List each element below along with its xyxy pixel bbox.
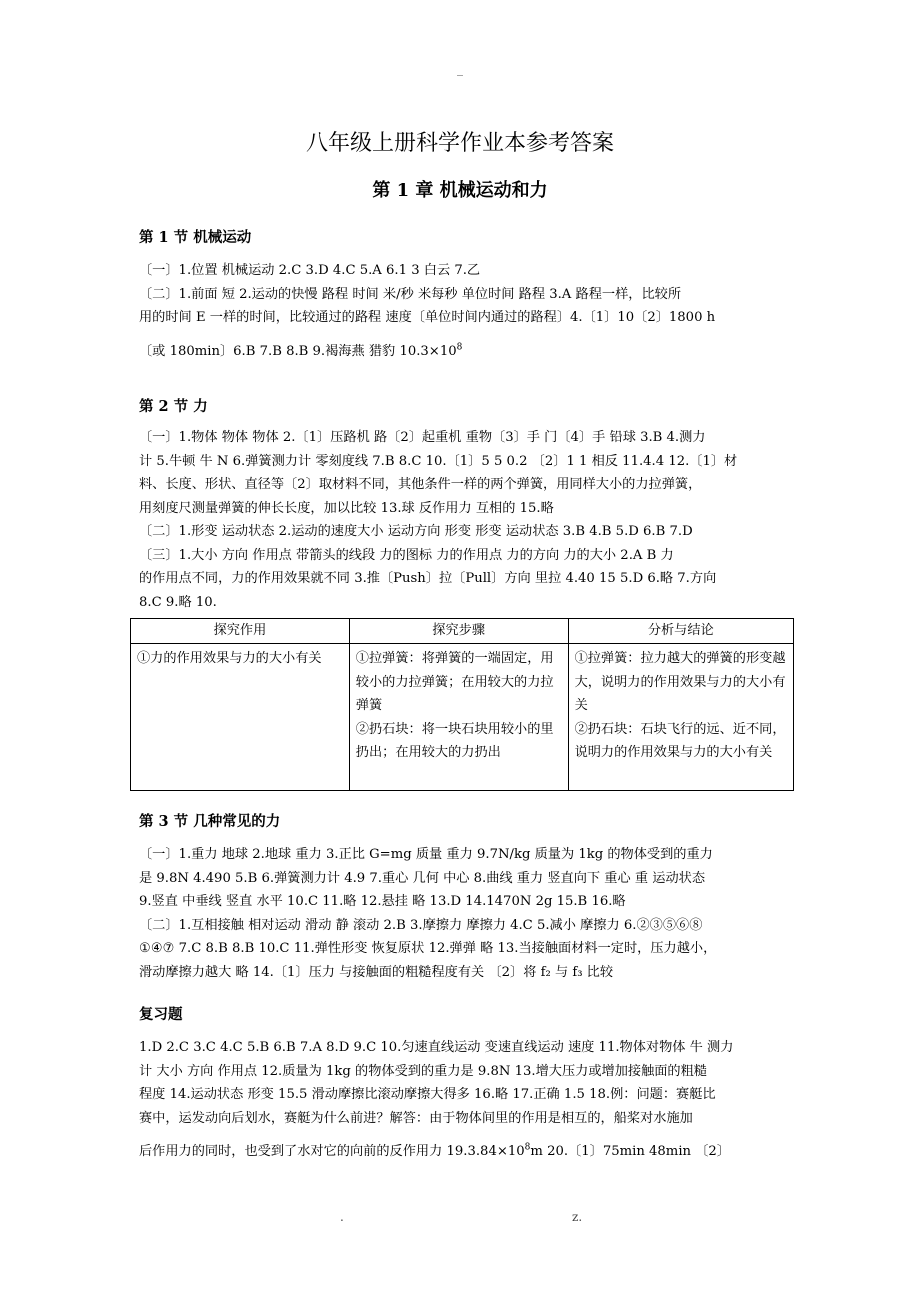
text-line: 滑动摩擦力越大 略 14.〔1〕压力 与接触面的粗糙程度有关 〔2〕将 f₂ 与 f₃ 比较: [139, 964, 614, 980]
header-mark: _: [457, 62, 463, 76]
chapter-title: 第 1 章 机械运动和力: [372, 180, 548, 201]
section-3-heading: 第 3 节 几种常见的力: [139, 813, 281, 830]
section-3-body: [139, 843, 791, 984]
text-line: 〔三〕1.大小 方向 作用点 带箭头的线段 力的图标 力的作用点 力的方向 力的大小 2.A B 力: [139, 547, 674, 563]
section-1-heading: 第 1 节 机械运动: [139, 229, 252, 246]
text-line: 〔或 180min〕6.B 7.B 8.B 9.褐海燕 猎豹 $10.3\times 10^8$: [139, 342, 463, 359]
table-header: 探究作用: [131, 619, 350, 644]
table-row: [131, 644, 794, 791]
text-line: 8.C 9.略 10.: [139, 594, 217, 610]
footer-left-mark: .: [340, 1210, 344, 1224]
review-body: [139, 1036, 791, 1164]
cell-paragraph: ②扔石块：将一块石块用较小的里扔出；在用较大的力扔出: [355, 721, 554, 760]
experiment-table: [130, 618, 794, 791]
review-heading: 复习题: [139, 1006, 183, 1023]
table-header: 探究步骤: [349, 619, 568, 644]
section-2-body: [139, 426, 791, 614]
text-line: 〔二〕1.互相接触 相对运动 滑动 静 滚动 2.B 3.摩擦力 摩擦力 4.C 5.减小 摩擦力 6.②③⑤⑥⑧: [139, 917, 703, 933]
section-1-body: [139, 259, 791, 363]
text-line: 〔一〕1.位置 机械运动 2.C 3.D 4.C 5.A 6.1 3 白云 7.乙: [139, 263, 481, 278]
text-line: 9.竖直 中垂线 竖直 水平 10.C 11.略 12.悬挂 略 13.D 14.1470N 2g 15.B 16.略: [139, 894, 626, 909]
text-line: 料、长度、形状、直径等〔2〕取材料不同，其他条件一样的两个弹簧，用同样大小的力拉弹簧，: [139, 477, 702, 492]
text-line: ①④⑦ 7.C 8.B 8.B 10.C 11.弹性形变 恢复原状 12.弹弹 略 13.当接触面材料一定时，压力越小，: [139, 941, 717, 956]
text-line: 1.D 2.C 3.C 4.C 5.B 6.B 7.A 8.D 9.C 10.匀速直线运动 变速直线运动 速度 11.物体对物体 牛 测力: [139, 1040, 734, 1055]
table-cell: [349, 644, 568, 791]
text-line: 计 5.牛顿 牛 N 6.弹簧测力计 零刻度线 7.B 8.C 10.〔1〕5 5 0.2 〔2〕1 1 相反 11.4.4 12.〔1〕材: [139, 453, 738, 469]
table-header: 分析与结论: [568, 619, 793, 644]
page-title: 八年级上册科学作业本参考答案: [305, 131, 614, 156]
text-line: 程度 14.运动状态 形变 15.5 滑动摩擦比滚动摩擦大得多 16.略 17.正确 1.5 18.例：问题：赛艇比: [139, 1087, 716, 1102]
table-cell: ①力的作用效果与力的大小有关: [131, 644, 350, 791]
text-line: 是 9.8N 4.490 5.B 6.弹簧测力计 4.9 7.重心 几何 中心 8.曲线 重力 竖直向下 重心 重 运动状态: [139, 870, 706, 886]
table-header-row: [131, 619, 794, 644]
text-line: 用的时间 E 一样的时间，比较通过的路程 速度〔单位时间内通过的路程〕4.〔1〕10〔2〕1800 h: [139, 310, 716, 325]
text-line: 〔二〕1.形变 运动状态 2.运动的速度大小 运动方向 形变 形变 运动状态 3.B 4.B 5.D 6.B 7.D: [139, 524, 693, 539]
footer-right-mark: z.: [572, 1210, 583, 1224]
text-line: 〔一〕1.物体 物体 物体 2.〔1〕压路机 路〔2〕起重机 重物〔3〕手 门〔4〕手 铅球 3.B 4.测力: [139, 430, 706, 445]
text-line: 〔一〕1.重力 地球 2.地球 重力 3.正比 G=mg 质量 重力 9.7N/kg 质量为 1kg 的物体受到的重力: [139, 847, 713, 862]
text-line: 后作用力的同时，也受到了水对它的向前的反作用力 $19.3.84\times 10^8m$ 20.〔1〕75min 48min 〔2〕: [139, 1142, 730, 1159]
text-line: 的作用点不同，力的作用效果就不同 3.推〔Push〕拉〔Pull〕方向 里拉 4.40 15 5.D 6.略 7.方向: [139, 571, 717, 586]
text-line: 〔二〕1.前面 短 2.运动的快慢 路程 时间 米/秒 米每秒 单位时间 路程 3.A 路程一样，比较所: [139, 286, 682, 302]
table-cell: [568, 644, 793, 791]
text-line: 用刻度尺测量弹簧的伸长长度，加以比较 13.球 反作用力 互相的 15.略: [139, 500, 554, 516]
section-2-heading: 第 2 节 力: [139, 398, 208, 415]
cell-paragraph: ①拉弹簧：将弹簧的一端固定，用较小的力拉弹簧；在用较大的力拉弹簧: [355, 651, 554, 713]
text-line: 计 大小 方向 作用点 12.质量为 1kg 的物体受到的重力是 9.8N 13.增大压力或增加接触面的粗糙: [139, 1063, 707, 1079]
cell-paragraph: ②扔石块：石块飞行的远、近不同，说明力的作用效果与力的大小有关: [574, 721, 786, 760]
text-line: 赛中，运发动向后划水，赛艇为什么前进？解答：由于物体间里的作用是相互的，船桨对水施加: [139, 1110, 693, 1126]
cell-paragraph: ①拉弹簧：拉力越大的弹簧的形变越大，说明力的作用效果与力的大小有关: [574, 651, 786, 713]
